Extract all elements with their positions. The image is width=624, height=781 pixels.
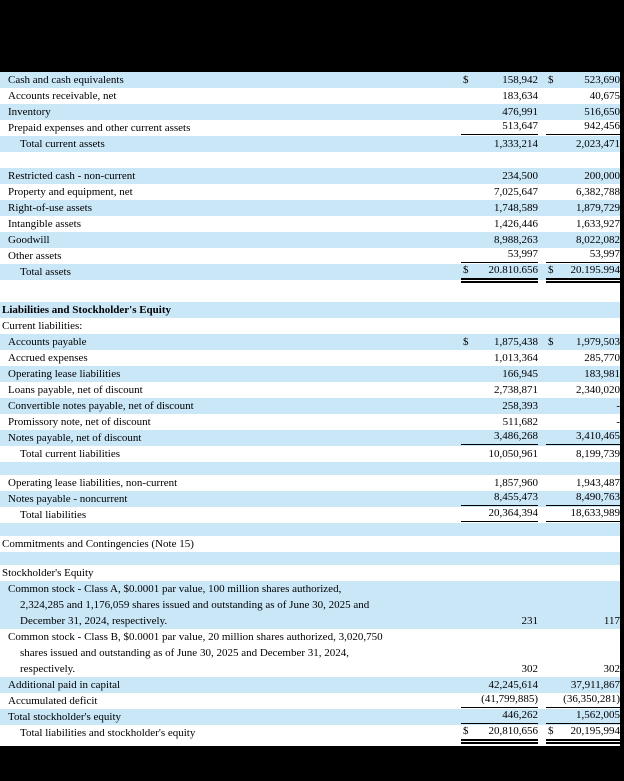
value-current-period-cell bbox=[461, 677, 538, 693]
table-row bbox=[0, 334, 624, 350]
value-prior-period: 2,340,020 bbox=[576, 384, 620, 396]
row-label: Right-of-use assets bbox=[8, 202, 93, 214]
value-current-period-cell bbox=[461, 366, 538, 382]
table-row bbox=[0, 693, 624, 709]
value-current-period: 1,748,589 bbox=[494, 202, 538, 214]
section-header-row bbox=[0, 536, 624, 552]
table-row bbox=[0, 629, 624, 677]
value-current-period-cell bbox=[461, 88, 538, 104]
value-current-period-cell bbox=[461, 613, 538, 629]
table-row bbox=[0, 491, 624, 507]
value-prior-period-cell bbox=[546, 723, 620, 741]
spacer-row bbox=[0, 280, 624, 302]
dollar-sign: $ bbox=[463, 725, 469, 737]
value-prior-period-cell bbox=[546, 216, 620, 232]
row-label: Total liabilities and stockholder's equity bbox=[20, 727, 196, 739]
value-current-period-cell bbox=[461, 446, 538, 462]
spacer-row bbox=[0, 152, 624, 168]
value-prior-period-cell bbox=[546, 475, 620, 491]
row-label: Total current liabilities bbox=[20, 448, 121, 460]
value-current-period: 183,634 bbox=[502, 90, 538, 102]
value-prior-period: 285,770 bbox=[584, 352, 620, 364]
row-label: Total current assets bbox=[20, 138, 105, 150]
value-prior-period: 8,022,082 bbox=[576, 234, 620, 246]
value-prior-period: 6,382,788 bbox=[576, 186, 620, 198]
table-row bbox=[0, 677, 624, 693]
table-row bbox=[0, 430, 624, 446]
table-row bbox=[0, 264, 624, 280]
value-current-period: 1,013,364 bbox=[494, 352, 538, 364]
value-prior-period: 37,911,867 bbox=[570, 679, 620, 691]
value-prior-period: - bbox=[616, 416, 620, 428]
value-prior-period: 942,456 bbox=[584, 120, 620, 132]
row-label-line: shares issued and outstanding as of June 30, 2025 and December 31, 2024, bbox=[20, 647, 350, 659]
section-header-row bbox=[0, 302, 624, 318]
value-current-period: (41,799,885) bbox=[481, 693, 538, 705]
value-prior-period: 1,879,729 bbox=[576, 202, 620, 214]
table-row bbox=[0, 414, 624, 430]
table-row bbox=[0, 104, 624, 120]
value-prior-period: 200,000 bbox=[584, 170, 620, 182]
row-label-line: respectively. bbox=[20, 663, 76, 675]
row-label: Accrued expenses bbox=[8, 352, 88, 364]
value-prior-period-cell bbox=[546, 490, 620, 507]
value-current-period-cell bbox=[461, 398, 538, 414]
value-current-period-cell bbox=[461, 692, 538, 709]
row-label bbox=[0, 581, 455, 629]
value-current-period: 2,738,871 bbox=[494, 384, 538, 396]
table-row bbox=[0, 136, 624, 152]
value-prior-period-cell bbox=[546, 184, 620, 200]
table-row bbox=[0, 88, 624, 104]
value-current-period-cell bbox=[461, 661, 538, 677]
value-prior-period: 1,562,005 bbox=[576, 709, 620, 721]
value-current-period: 8,455,473 bbox=[494, 491, 538, 503]
value-prior-period: 183,981 bbox=[584, 368, 620, 380]
row-label: Notes payable, net of discount bbox=[8, 432, 142, 444]
section-header-row bbox=[0, 565, 624, 581]
dollar-sign: $ bbox=[463, 336, 469, 348]
value-prior-period-cell bbox=[546, 232, 620, 248]
table-row bbox=[0, 216, 624, 232]
value-current-period: 231 bbox=[521, 615, 538, 627]
value-prior-period: 523,690 bbox=[584, 74, 620, 86]
value-prior-period: 40,675 bbox=[589, 90, 620, 102]
value-current-period-cell bbox=[461, 216, 538, 232]
value-prior-period: 8,490,763 bbox=[576, 491, 620, 503]
row-label bbox=[0, 629, 455, 677]
value-current-period-cell bbox=[461, 136, 538, 152]
dollar-sign: $ bbox=[463, 264, 469, 276]
value-current-period-cell bbox=[461, 414, 538, 430]
value-prior-period: 1,633,927 bbox=[576, 218, 620, 230]
value-current-period-cell bbox=[461, 168, 538, 184]
dollar-sign: $ bbox=[548, 264, 554, 276]
table-row bbox=[0, 184, 624, 200]
value-prior-period-cell bbox=[546, 446, 620, 462]
row-label: Intangible assets bbox=[8, 218, 82, 230]
value-current-period: 446,262 bbox=[502, 709, 538, 721]
table-row bbox=[0, 120, 624, 136]
value-prior-period-cell bbox=[546, 72, 620, 88]
top-black-band bbox=[0, 0, 624, 72]
value-current-period-cell bbox=[461, 184, 538, 200]
value-current-period-cell bbox=[461, 72, 538, 88]
row-label: Convertible notes payable, net of discount bbox=[8, 400, 194, 412]
value-prior-period-cell bbox=[546, 262, 620, 280]
row-label: Total liabilities bbox=[20, 509, 87, 521]
right-black-strip bbox=[620, 0, 624, 781]
value-current-period: 20.810.656 bbox=[488, 264, 538, 276]
value-current-period: 53,997 bbox=[507, 248, 538, 260]
row-label: Restricted cash - non-current bbox=[8, 170, 136, 182]
table-row bbox=[0, 382, 624, 398]
value-prior-period-cell bbox=[546, 677, 620, 693]
value-current-period: 234,500 bbox=[502, 170, 538, 182]
table-row bbox=[0, 507, 624, 523]
value-prior-period: 1,943,487 bbox=[576, 477, 620, 489]
row-label-line: 2,324,285 and 1,176,059 shares issued and outstanding as of June 30, 2025 and bbox=[20, 599, 370, 611]
spacer-row bbox=[0, 523, 624, 536]
value-current-period: 20,364,394 bbox=[488, 507, 538, 519]
table-row bbox=[0, 232, 624, 248]
value-prior-period: 20,195,994 bbox=[570, 725, 620, 737]
row-label-line: Common stock - Class A, $0.0001 par value, 100 million shares authorized, bbox=[8, 583, 342, 595]
value-current-period-cell bbox=[461, 490, 538, 507]
row-label: Total stockholder's equity bbox=[8, 711, 122, 723]
value-current-period: 476,991 bbox=[502, 106, 538, 118]
table-row bbox=[0, 581, 624, 629]
row-label: Commitments and Contingencies (Note 15) bbox=[2, 538, 194, 550]
value-current-period: 1,875,438 bbox=[494, 336, 538, 348]
value-current-period: 166,945 bbox=[502, 368, 538, 380]
value-current-period-cell bbox=[461, 429, 538, 446]
value-current-period: 511,682 bbox=[502, 416, 538, 428]
value-current-period-cell bbox=[461, 119, 538, 136]
value-prior-period: - bbox=[616, 400, 620, 412]
row-label: Stockholder's Equity bbox=[2, 567, 94, 579]
value-current-period: 20,810,656 bbox=[488, 725, 538, 737]
spacer-row bbox=[0, 552, 624, 565]
dollar-sign: $ bbox=[548, 725, 554, 737]
row-label: Liabilities and Stockholder's Equity bbox=[2, 304, 172, 316]
value-prior-period: (36,350,281) bbox=[563, 693, 620, 705]
value-prior-period: 302 bbox=[603, 663, 620, 675]
row-label-line: Common stock - Class B, $0.0001 par value, 20 million shares authorized, 3,020,750 bbox=[8, 631, 383, 643]
row-label: Accounts receivable, net bbox=[8, 90, 117, 102]
value-current-period: 42,245,614 bbox=[488, 679, 538, 691]
value-current-period-cell bbox=[461, 506, 538, 523]
value-current-period: 3,486,268 bbox=[494, 430, 538, 442]
value-prior-period-cell bbox=[546, 119, 620, 136]
value-current-period: 10,050,961 bbox=[488, 448, 538, 460]
value-current-period: 1,426,446 bbox=[494, 218, 538, 230]
value-prior-period: 2,023,471 bbox=[576, 138, 620, 150]
value-prior-period: 20.195.994 bbox=[570, 264, 620, 276]
dollar-sign: $ bbox=[548, 336, 554, 348]
value-prior-period-cell bbox=[546, 429, 620, 446]
value-prior-period-cell bbox=[546, 88, 620, 104]
value-current-period-cell bbox=[461, 262, 538, 280]
value-prior-period: 1,979,503 bbox=[576, 336, 620, 348]
value-prior-period-cell bbox=[546, 382, 620, 398]
row-label: Other assets bbox=[8, 250, 62, 262]
value-prior-period-cell bbox=[546, 350, 620, 366]
value-current-period-cell bbox=[461, 104, 538, 120]
row-label: Loans payable, net of discount bbox=[8, 384, 143, 396]
balance-sheet-table bbox=[0, 72, 624, 741]
value-current-period-cell bbox=[461, 382, 538, 398]
row-label: Accounts payable bbox=[8, 336, 87, 348]
row-label: Current liabilities: bbox=[2, 320, 83, 332]
value-current-period: 1,857,960 bbox=[494, 477, 538, 489]
row-label: Inventory bbox=[8, 106, 51, 118]
value-current-period: 7,025,647 bbox=[494, 186, 538, 198]
value-prior-period: 18,633,989 bbox=[570, 507, 620, 519]
row-label: Cash and cash equivalents bbox=[8, 74, 124, 86]
value-prior-period: 8,199,739 bbox=[576, 448, 620, 460]
table-row bbox=[0, 350, 624, 366]
table-row bbox=[0, 72, 624, 88]
value-prior-period-cell bbox=[546, 661, 620, 677]
value-prior-period: 3,410,465 bbox=[576, 430, 620, 442]
value-current-period-cell bbox=[461, 200, 538, 216]
value-prior-period-cell bbox=[546, 168, 620, 184]
value-current-period-cell bbox=[461, 723, 538, 741]
value-prior-period-cell bbox=[546, 506, 620, 523]
bottom-black-band bbox=[0, 746, 624, 781]
value-current-period: 302 bbox=[521, 663, 538, 675]
dollar-sign: $ bbox=[463, 74, 469, 86]
row-label: Additional paid in capital bbox=[8, 679, 121, 691]
value-current-period: 158,942 bbox=[502, 74, 538, 86]
table-row bbox=[0, 446, 624, 462]
section-header-row bbox=[0, 318, 624, 334]
value-prior-period-cell bbox=[546, 334, 620, 350]
dollar-sign: $ bbox=[548, 74, 554, 86]
value-current-period: 8,988,263 bbox=[494, 234, 538, 246]
value-prior-period-cell bbox=[546, 398, 620, 414]
value-prior-period-cell bbox=[546, 414, 620, 430]
value-current-period: 513,647 bbox=[502, 120, 538, 132]
table-row bbox=[0, 398, 624, 414]
value-current-period: 1,333,214 bbox=[494, 138, 538, 150]
value-current-period-cell bbox=[461, 475, 538, 491]
value-prior-period-cell bbox=[546, 692, 620, 709]
row-label: Notes payable - noncurrent bbox=[8, 493, 128, 505]
value-prior-period-cell bbox=[546, 200, 620, 216]
row-label: Total assets bbox=[20, 266, 71, 278]
table-row bbox=[0, 200, 624, 216]
row-label: Prepaid expenses and other current assets bbox=[8, 122, 191, 134]
table-row bbox=[0, 475, 624, 491]
table-row bbox=[0, 725, 624, 741]
row-label: Operating lease liabilities, non-current bbox=[8, 477, 178, 489]
table-row bbox=[0, 168, 624, 184]
value-prior-period-cell bbox=[546, 104, 620, 120]
value-current-period-cell bbox=[461, 334, 538, 350]
value-prior-period-cell bbox=[546, 366, 620, 382]
value-prior-period: 516,650 bbox=[584, 106, 620, 118]
value-current-period: 258,393 bbox=[502, 400, 538, 412]
value-current-period-cell bbox=[461, 232, 538, 248]
value-prior-period-cell bbox=[546, 136, 620, 152]
value-prior-period: 117 bbox=[603, 615, 620, 627]
row-label: Goodwill bbox=[8, 234, 50, 246]
table-row bbox=[0, 366, 624, 382]
value-current-period-cell bbox=[461, 350, 538, 366]
row-label: Property and equipment, net bbox=[8, 186, 133, 198]
row-label: Accumulated deficit bbox=[8, 695, 98, 707]
value-prior-period: 53,997 bbox=[589, 248, 620, 260]
value-prior-period-cell bbox=[546, 613, 620, 629]
row-label: Promissory note, net of discount bbox=[8, 416, 151, 428]
spacer-row bbox=[0, 462, 624, 475]
row-label: Operating lease liabilities bbox=[8, 368, 121, 380]
row-label-line: December 31, 2024, respectively. bbox=[20, 615, 168, 627]
